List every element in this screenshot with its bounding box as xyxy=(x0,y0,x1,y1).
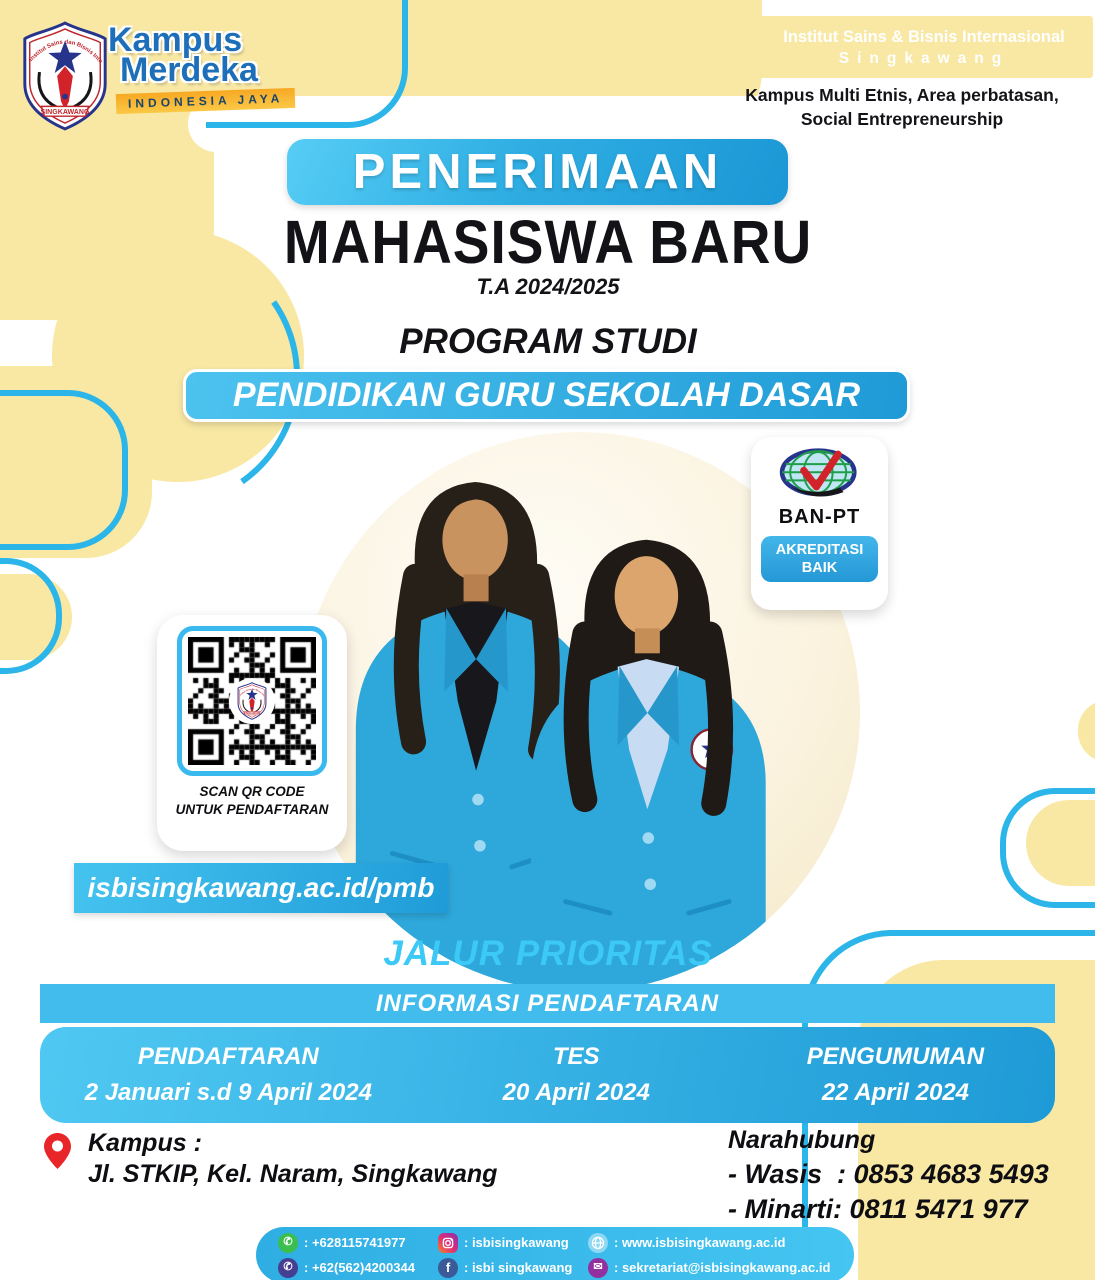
footer-email xyxy=(588,1258,840,1278)
footer-instagram-text: : isbisingkawang xyxy=(464,1235,569,1250)
footer-whatsapp xyxy=(278,1233,438,1253)
contact-persons-block xyxy=(728,1124,1049,1227)
institution-tagline xyxy=(714,84,1090,131)
qr-caption-line2: UNTUK PENDAFTARAN xyxy=(175,802,329,818)
column-header: PENGUMUMAN xyxy=(806,1043,985,1070)
footer-facebook-text: : isbi singkawang xyxy=(464,1260,573,1275)
footer-website xyxy=(588,1233,840,1253)
accreditation-card xyxy=(751,437,888,610)
table-column-pengumuman xyxy=(736,1027,1055,1123)
column-header: PENDAFTARAN xyxy=(137,1043,319,1070)
penerimaan-banner xyxy=(287,139,788,205)
contact-person-wasis: - Wasis : 0853 4683 5493 xyxy=(728,1158,1049,1189)
registration-schedule-table xyxy=(40,1027,1055,1123)
qr-caption xyxy=(157,783,347,819)
facebook-icon: f xyxy=(438,1258,458,1278)
footer-facebook xyxy=(438,1258,588,1278)
kampus-merdeka-logo xyxy=(108,21,298,111)
table-column-tes xyxy=(417,1027,736,1123)
column-value: 20 April 2024 xyxy=(502,1079,650,1106)
column-header: TES xyxy=(552,1043,600,1070)
program-name-banner xyxy=(183,369,910,422)
registration-info-header: INFORMASI PENDAFTARAN xyxy=(40,984,1055,1023)
tagline-line2: Social Entrepreneurship xyxy=(800,108,1004,129)
accreditation-status-badge xyxy=(761,536,878,582)
kampus-merdeka-word-1: Kampus xyxy=(108,21,243,59)
qr-center-logo xyxy=(229,678,275,724)
tagline-line1: Kampus Multi Etnis, Area perbatasan, xyxy=(745,85,1059,105)
footer-instagram xyxy=(438,1233,588,1253)
kampus-merdeka-word-2: Merdeka xyxy=(120,51,258,90)
campus-address: Jl. STKIP, Kel. Naram, Singkawang xyxy=(88,1160,498,1189)
contact-person-minarti: - Minarti: 0811 5471 977 xyxy=(728,1193,1028,1224)
isbi-shield-logo-icon xyxy=(235,682,269,720)
whatsapp-icon: ✆ xyxy=(278,1233,298,1253)
location-pin-icon xyxy=(44,1133,71,1169)
institution-name-line2: Singkawang xyxy=(838,49,1010,67)
contact-persons-title: Narahubung xyxy=(728,1126,876,1154)
academic-year: T.A 2024/2025 xyxy=(476,274,620,299)
decor-right-line-2 xyxy=(1000,788,1095,908)
phone-icon: ✆ xyxy=(278,1258,298,1278)
penerimaan-text: PENERIMAAN xyxy=(352,145,723,199)
globe-icon xyxy=(588,1233,608,1253)
program-studi-label: PROGRAM STUDI xyxy=(399,322,697,361)
website-banner: isbisingkawang.ac.id/pmb xyxy=(74,863,448,913)
footer-email-text: : sekretariat@isbisingkawang.ac.id xyxy=(614,1260,831,1275)
footer-website-text: : www.isbisingkawang.ac.id xyxy=(614,1235,786,1250)
table-column-pendaftaran xyxy=(40,1027,417,1123)
program-name-text: PENDIDIKAN GURU SEKOLAH DASAR xyxy=(232,376,861,414)
qr-card xyxy=(157,615,347,851)
footer-contact-bar xyxy=(256,1227,854,1280)
decor-right-blob-1 xyxy=(1078,700,1095,762)
campus-address-block xyxy=(88,1128,497,1191)
accreditation-agency: BAN-PT xyxy=(778,506,861,528)
decor-left-line-1 xyxy=(0,390,128,550)
campus-label: Kampus : xyxy=(88,1129,202,1157)
email-icon: ✉ xyxy=(588,1258,608,1278)
decor-left-line-2 xyxy=(0,558,62,674)
institution-name-line1: Institut Sains & Bisnis Internasional xyxy=(783,28,1065,47)
institution-name-box xyxy=(755,16,1093,78)
instagram-icon xyxy=(438,1233,458,1253)
column-value: 22 April 2024 xyxy=(821,1079,970,1106)
column-value: 2 Januari s.d 9 April 2024 xyxy=(84,1079,372,1106)
qr-frame xyxy=(177,626,327,776)
ban-pt-globe-icon xyxy=(774,447,866,503)
admission-track-title: JALUR PRIORITAS xyxy=(383,934,713,973)
kampus-merdeka-ribbon: INDONESIA JAYA xyxy=(116,87,296,113)
accreditation-status-line2: BAIK xyxy=(801,560,838,577)
qr-caption-line1: SCAN QR CODE xyxy=(199,784,305,799)
footer-phone-text: : +62(562)4200344 xyxy=(304,1260,415,1275)
accreditation-status-line1: AKREDITASI xyxy=(775,542,864,558)
page-title: MAHASISWA BARU xyxy=(283,207,813,277)
isbi-shield-logo-icon xyxy=(16,20,114,132)
footer-phone xyxy=(278,1258,438,1278)
footer-whatsapp-text: : +628115741977 xyxy=(304,1235,406,1250)
